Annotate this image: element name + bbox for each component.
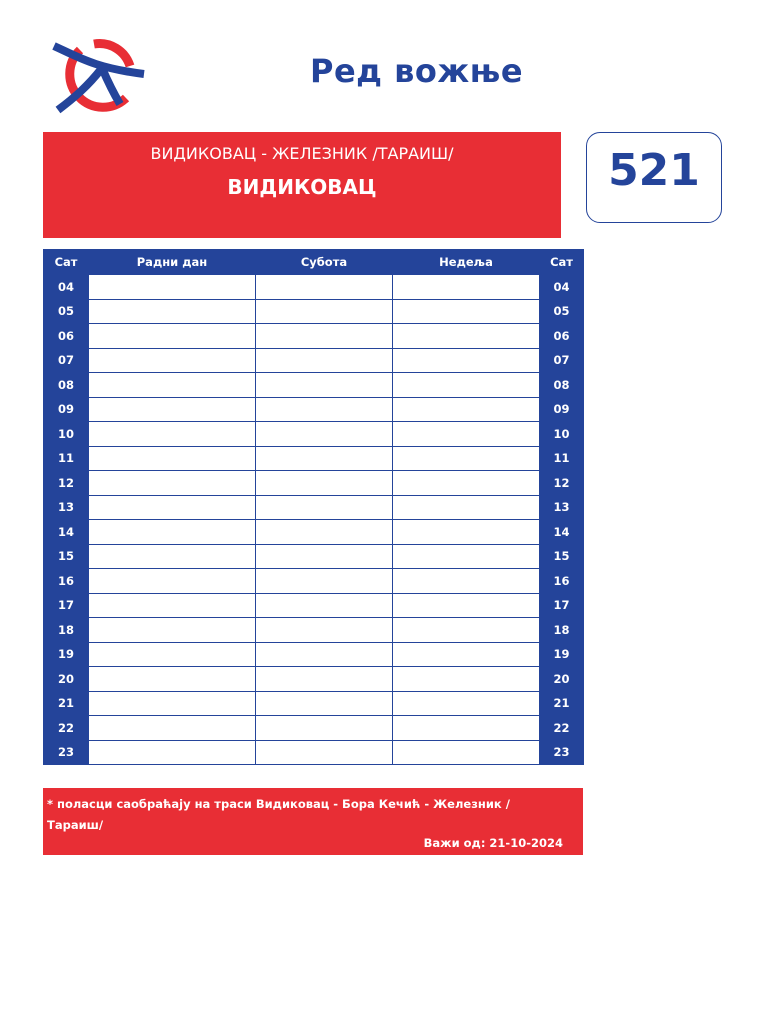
saturday-cell (256, 348, 393, 373)
table-row (44, 422, 584, 447)
hour-cell-right: 08 (540, 373, 584, 398)
route-line-name: ВИДИКОВАЦ - ЖЕЛЕЗНИК /ТАРАИШ/ (150, 144, 454, 163)
weekday-cell (89, 520, 256, 545)
sunday-cell (393, 422, 540, 447)
timetable-header-row (44, 250, 584, 275)
hour-cell-right: 12 (540, 471, 584, 496)
weekday-cell (89, 691, 256, 716)
header-sunday: Недеља (393, 250, 540, 275)
hour-cell: 17 (44, 593, 89, 618)
line-number-badge: 521 (586, 132, 722, 223)
sunday-cell (393, 446, 540, 471)
header-saturday: Субота (256, 250, 393, 275)
hour-cell: 06 (44, 324, 89, 349)
footer-banner (43, 788, 583, 855)
sunday-cell (393, 569, 540, 594)
sunday-cell (393, 471, 540, 496)
hour-cell-right: 23 (540, 740, 584, 765)
hour-cell: 04 (44, 275, 89, 300)
sunday-cell (393, 691, 540, 716)
table-row (44, 275, 584, 300)
weekday-cell (89, 446, 256, 471)
hour-cell-right: 19 (540, 642, 584, 667)
header-weekday: Радни дан (89, 250, 256, 275)
table-row (44, 471, 584, 496)
saturday-cell (256, 422, 393, 447)
hour-cell-right: 17 (540, 593, 584, 618)
saturday-cell (256, 520, 393, 545)
saturday-cell (256, 397, 393, 422)
hour-cell: 18 (44, 618, 89, 643)
sunday-cell (393, 618, 540, 643)
hour-cell-right: 05 (540, 299, 584, 324)
weekday-cell (89, 642, 256, 667)
saturday-cell (256, 495, 393, 520)
table-row (44, 618, 584, 643)
table-row (44, 716, 584, 741)
hour-cell-right: 09 (540, 397, 584, 422)
table-row (44, 520, 584, 545)
hour-cell-right: 06 (540, 324, 584, 349)
hour-cell: 14 (44, 520, 89, 545)
sunday-cell (393, 520, 540, 545)
weekday-cell (89, 569, 256, 594)
sunday-cell (393, 397, 540, 422)
saturday-cell (256, 275, 393, 300)
hour-cell-right: 18 (540, 618, 584, 643)
hour-cell: 11 (44, 446, 89, 471)
hour-cell-right: 16 (540, 569, 584, 594)
saturday-cell (256, 373, 393, 398)
table-row (44, 740, 584, 765)
sunday-cell (393, 642, 540, 667)
weekday-cell (89, 373, 256, 398)
table-row (44, 544, 584, 569)
sunday-cell (393, 348, 540, 373)
saturday-cell (256, 544, 393, 569)
route-destination: ВИДИКОВАЦ (227, 175, 377, 199)
hour-cell: 15 (44, 544, 89, 569)
hour-cell-right: 04 (540, 275, 584, 300)
hour-cell: 09 (44, 397, 89, 422)
footer-note: * поласци саобраћају на траси Видиковац - Бора Кечић - Железник /Тараиш/ (47, 797, 510, 832)
table-row (44, 373, 584, 398)
weekday-cell (89, 299, 256, 324)
hour-cell-right: 21 (540, 691, 584, 716)
sunday-cell (393, 373, 540, 398)
hour-cell: 05 (44, 299, 89, 324)
saturday-cell (256, 740, 393, 765)
timetable (43, 249, 584, 765)
weekday-cell (89, 618, 256, 643)
weekday-cell (89, 324, 256, 349)
hour-cell-right: 13 (540, 495, 584, 520)
hour-cell-right: 15 (540, 544, 584, 569)
valid-from: Важи од: 21-10-2024 (423, 836, 563, 850)
header-hour-right: Сат (540, 250, 584, 275)
saturday-cell (256, 593, 393, 618)
weekday-cell (89, 544, 256, 569)
saturday-cell (256, 569, 393, 594)
saturday-cell (256, 299, 393, 324)
table-row (44, 691, 584, 716)
weekday-cell (89, 275, 256, 300)
route-banner (43, 132, 561, 238)
table-row (44, 495, 584, 520)
sunday-cell (393, 495, 540, 520)
sunday-cell (393, 324, 540, 349)
saturday-cell (256, 691, 393, 716)
table-row (44, 642, 584, 667)
table-row (44, 667, 584, 692)
hour-cell: 21 (44, 691, 89, 716)
table-row (44, 446, 584, 471)
weekday-cell (89, 716, 256, 741)
hour-cell-right: 07 (540, 348, 584, 373)
hour-cell-right: 14 (540, 520, 584, 545)
sunday-cell (393, 593, 540, 618)
saturday-cell (256, 716, 393, 741)
saturday-cell (256, 446, 393, 471)
hour-cell: 10 (44, 422, 89, 447)
sunday-cell (393, 299, 540, 324)
transit-logo-icon (50, 38, 146, 114)
hour-cell: 13 (44, 495, 89, 520)
hour-cell-right: 11 (540, 446, 584, 471)
weekday-cell (89, 422, 256, 447)
saturday-cell (256, 324, 393, 349)
hour-cell: 07 (44, 348, 89, 373)
weekday-cell (89, 348, 256, 373)
hour-cell-right: 10 (540, 422, 584, 447)
sunday-cell (393, 667, 540, 692)
table-row (44, 569, 584, 594)
table-row (44, 324, 584, 349)
weekday-cell (89, 593, 256, 618)
header-hour: Сат (44, 250, 89, 275)
page-title: Ред вожње (310, 52, 524, 90)
saturday-cell (256, 618, 393, 643)
hour-cell: 16 (44, 569, 89, 594)
sunday-cell (393, 716, 540, 741)
weekday-cell (89, 495, 256, 520)
hour-cell: 23 (44, 740, 89, 765)
hour-cell: 20 (44, 667, 89, 692)
weekday-cell (89, 740, 256, 765)
saturday-cell (256, 642, 393, 667)
weekday-cell (89, 667, 256, 692)
hour-cell: 08 (44, 373, 89, 398)
saturday-cell (256, 471, 393, 496)
hour-cell-right: 22 (540, 716, 584, 741)
table-row (44, 348, 584, 373)
sunday-cell (393, 740, 540, 765)
table-row (44, 593, 584, 618)
hour-cell: 22 (44, 716, 89, 741)
hour-cell: 12 (44, 471, 89, 496)
hour-cell-right: 20 (540, 667, 584, 692)
table-row (44, 299, 584, 324)
sunday-cell (393, 275, 540, 300)
saturday-cell (256, 667, 393, 692)
weekday-cell (89, 397, 256, 422)
weekday-cell (89, 471, 256, 496)
table-row (44, 397, 584, 422)
hour-cell: 19 (44, 642, 89, 667)
sunday-cell (393, 544, 540, 569)
